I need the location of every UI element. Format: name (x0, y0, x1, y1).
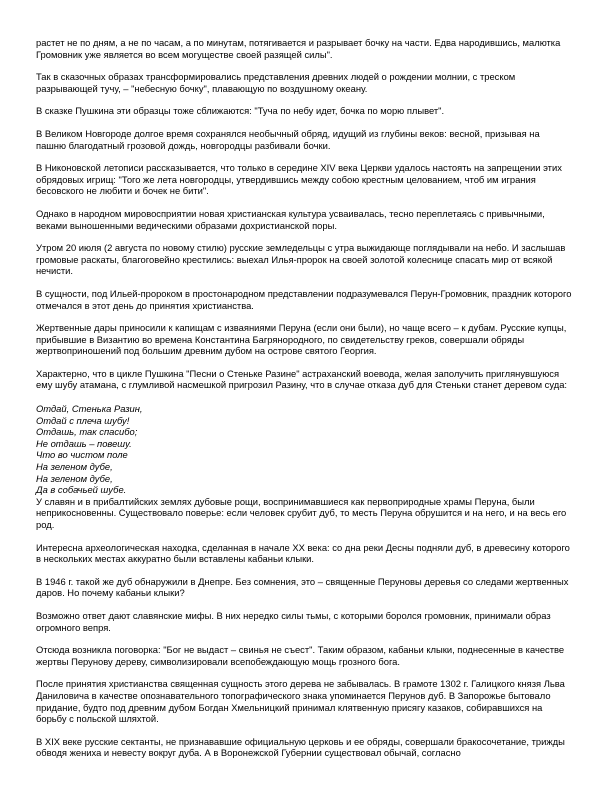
paragraph: Однако в народном мировосприятии новая христианская культура усваивалась, тесно переплетаясь с привычными, веками выношенными ведическими образами дохристианской поры. (36, 207, 545, 231)
paragraph: В сказке Пушкина эти образцы тоже сближаются: "Туча по небу идет, бочка по морю плывет". (36, 105, 445, 117)
paragraph: Возможно ответ дают славянские мифы. В них нередко силы тьмы, с которыми боролся громовник, принимали образ огромного вепря. (36, 609, 551, 633)
paragraph: В сущности, под Ильей-пророком в простонародном представлении подразумевался Перун-Громовник, праздник которого отмечался в этот день до принятия христианства. (36, 287, 572, 311)
paragraph: В Никоновской летописи рассказывается, что только в середине XIV века Церкви удалось настоять на запрещении этих обрядовых игрищ: "Того же лета новгородцы, утвердившись между собою крестным целованием, чтоб им играния бесовского не любити и бочек не бити". (36, 162, 562, 197)
paragraph: Характерно, что в цикле Пушкина "Песни о Стеньке Разине" астраханский воевода, желая заполучить приглянувшуюся ему шубу атамана, с глумливой насмешкой пригрозил Разину, что в случае отказа дуб для Стеньки станет деревом суда: (36, 367, 568, 391)
paragraph: Утром 20 июля (2 августа по новому стилю) русские земледельцы с утра выжидающе поглядывали на небо. И заслышав громовые раскаты, благоговейно крестились: выехал Илья-пророк на своей золотой колеснице спасать мир от всякой нечисти. (36, 242, 566, 277)
document-body (36, 37, 572, 759)
verse-line: Отдай, Стенька Разин, (36, 403, 143, 415)
verse-line: Да в собачьей шубе. (36, 484, 127, 496)
verse-line: Не отдашь – повешу. (36, 437, 132, 449)
paragraph: В 1946 г. такой же дуб обнаружили в Днепре. Без сомнения, это – священные Перуновы деревья со следами жертвенных даров. Но почему кабаньи клыки? (36, 575, 569, 599)
paragraph: Интересна археологическая находка, сделанная в начале XX века: со дна реки Десны подняли дуб, в древесину которого в нескольких местах аккуратно были вставлены кабаньи клыки. (36, 541, 570, 565)
verse-line: Отдай с плеча шубу! (36, 414, 130, 426)
paragraph: растет не по дням, а не по часам, а по минутам, потягивается и разрывает бочку на части. Едва народившись, малютка Громовник уже является во всем могуществе своей разящей силы". (36, 37, 561, 60)
paragraph: Отсюда возникла поговорка: "Бог не выдаст – свинья не съест". Таким образом, кабаньи клыки, поднесенные в качестве жертвы Перунову дереву, символизировали всепобеждающую мощь грозного бога. (36, 644, 565, 667)
verse-line: На зеленом дубе, (36, 472, 113, 484)
verse-line: Что во чистом поле (36, 449, 128, 461)
paragraph: В Великом Новгороде долгое время сохранялся необычный обряд, идущий из глубины веков: весной, призывая на пашню благодатный грозовой дождь, новгородцы разбивали бочки. (36, 127, 540, 151)
paragraph: У славян и в прибалтийских землях дубовые рощи, воспринимавшиеся как первоприродные храмы Перуна, были неприкосновенны. Существовало поверье: если человек срубит дуб, то месть Перуна обрушится и на него, и на весь его род. (36, 495, 567, 530)
paragraph: После принятия христианства священная сущность этого дерева не забывалась. В грамоте 1302 г. Галицкого князя Льва Даниловича в качестве опознавательного топографического знака упоминается Перунов дуб. В Запорожье бытовало придание, будто под древним дубом Богдан Хмельницкий принимал клятвенную присягу казаков, собиравшихся на борьбу с польской шляхтой. (36, 678, 565, 725)
verse-line: На зеленом дубе, (36, 461, 113, 473)
paragraph: Так в сказочных образах трансформировались представления древних людей о рождении молнии, с треском разрывающей тучу, – "небесную бочку", плавающую по воздушному океану. (36, 71, 516, 94)
verse-line: Отдашь, так спасибо; (36, 426, 138, 438)
paragraph: В XIX веке русские сектанты, не признававшие официальную церковь и ее обряды, совершали бракосочетание, трижды обводя жениха и невесту вокруг дуба. А в Воронежской Губернии существовал обычай, согласно (36, 735, 565, 759)
verse-block (36, 403, 572, 496)
paragraph: Жертвенные дары приносили к капищам с изваяниями Перуна (если они были), но чаще всего – к дубам. Русские купцы, прибывшие в Византию во времена Константина Багрянородного, по свидетельству греков, совершали обряды жертвоприношений под большим древним дубом на острове святого Георгия. (36, 322, 567, 357)
